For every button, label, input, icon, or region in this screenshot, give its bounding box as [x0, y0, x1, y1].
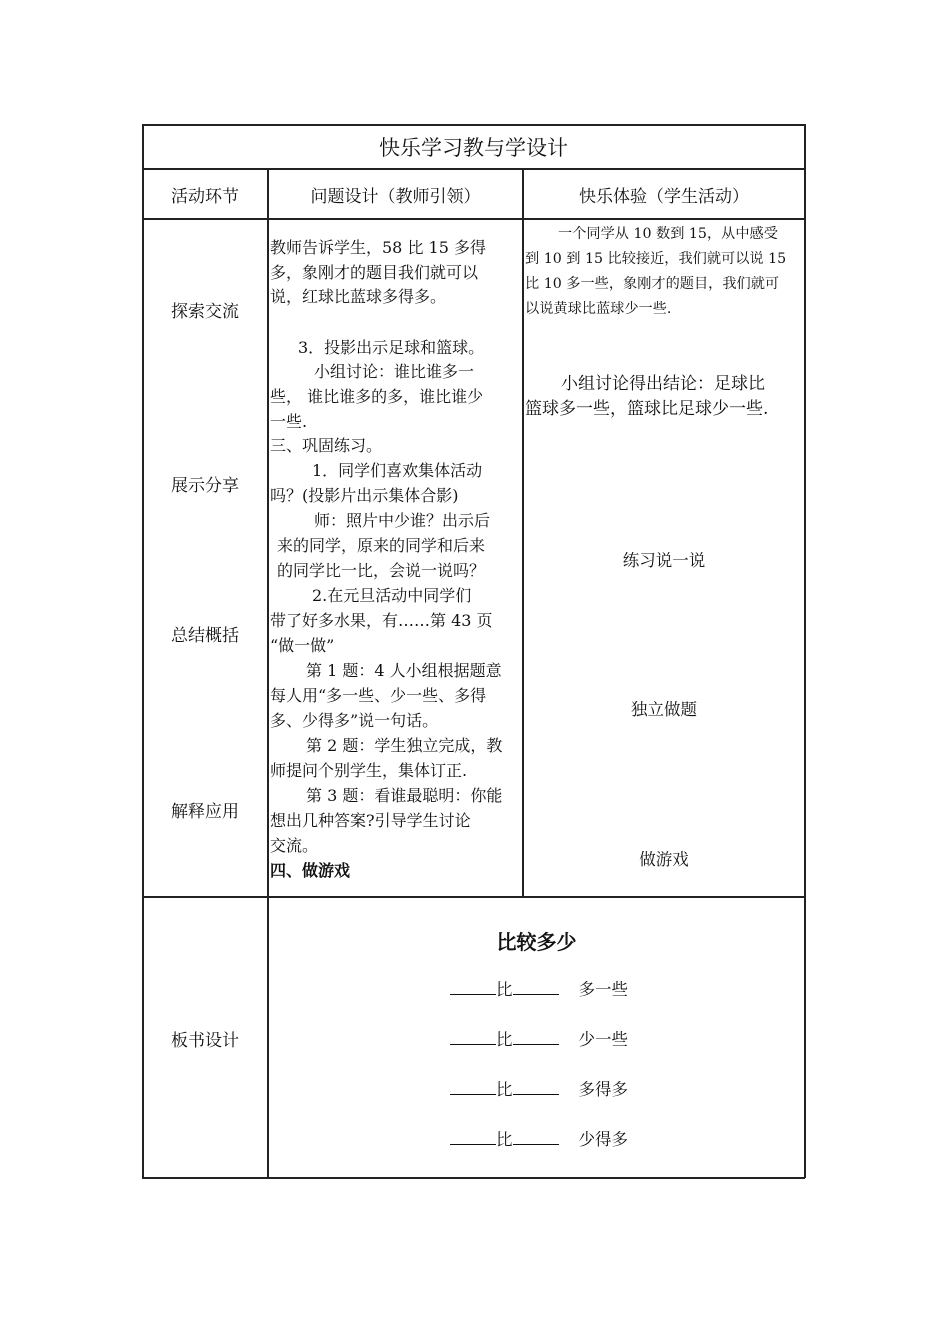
stage-explore: 探索交流 — [171, 302, 239, 322]
fill-blank — [450, 980, 496, 995]
teacher-line: 的同学比一比，会说一说吗？ — [277, 561, 486, 580]
board-item-more-some — [450, 976, 628, 1000]
teacher-line: 1．同学们喜欢集体活动 — [312, 461, 483, 480]
stage-apply: 解释应用 — [171, 802, 239, 822]
stage-share: 展示分享 — [171, 476, 239, 496]
board-item-much-less — [450, 1126, 628, 1150]
teacher-line: 第 3 题：看谁最聪明：你能 — [306, 786, 503, 805]
teacher-line: 第 1 题：4 人小组根据题意 — [306, 661, 502, 680]
teacher-line: 多、少得多”说一句话。 — [270, 711, 439, 730]
teacher-line: 小组讨论：谁比谁多一 — [314, 362, 475, 381]
teacher-line: 每人用“多一些、少一些、多得 — [270, 686, 487, 705]
comparison-phrase: 多得多 — [578, 1080, 628, 1099]
header-question-design: 问题设计（教师引领） — [310, 187, 481, 207]
student-line: 以说黄球比蓝球少一些. — [525, 301, 672, 317]
teacher-line: 交流。 — [270, 836, 319, 855]
comparison-phrase: 少得多 — [578, 1130, 628, 1149]
table-border-left — [142, 124, 144, 1178]
compare-word: 比 — [496, 1130, 513, 1149]
teacher-line: 多，象刚才的题目我们就可以 — [270, 263, 479, 282]
table-title: 快乐学习教与学设计 — [379, 136, 568, 160]
teacher-line: 吗？(投影片出示集体合影) — [270, 486, 459, 505]
teacher-line: 2.在元旦活动中同学们 — [312, 586, 472, 605]
row-divider-header — [142, 218, 805, 220]
table-border-right — [804, 124, 806, 1178]
fill-blank — [513, 1130, 559, 1145]
student-line: 到 10 到 15 比较接近，我们就可以说 15 — [525, 251, 787, 267]
student-group-line: 篮球多一些，篮球比足球少一些. — [525, 399, 769, 419]
col-divider-2 — [522, 168, 524, 897]
student-activity-independent: 独立做题 — [631, 700, 697, 719]
fill-blank — [513, 980, 559, 995]
fill-blank — [450, 1030, 496, 1045]
teacher-line: 第 2 题：学生独立完成，教 — [306, 736, 503, 755]
teacher-line: “做一做” — [270, 636, 335, 655]
row-divider-title — [142, 168, 805, 170]
student-line: 比 10 多一些，象刚才的题目，我们就可 — [525, 276, 780, 292]
comparison-phrase: 少一些 — [578, 1030, 628, 1049]
fill-blank — [450, 1130, 496, 1145]
fill-blank — [513, 1080, 559, 1095]
teacher-line: 说，红球比蓝球多得多。 — [270, 287, 447, 306]
teacher-line: 一些. — [270, 412, 308, 431]
board-item-less-some — [450, 1026, 628, 1050]
teacher-line-game-heading: 四、做游戏 — [270, 861, 351, 880]
student-line: 一个同学从 10 数到 15，从中感受 — [558, 226, 778, 242]
header-activity-stage: 活动环节 — [171, 187, 239, 207]
teacher-line: 来的同学，原来的同学和后来 — [277, 536, 486, 555]
teacher-line: 些， 谁比谁多的多，谁比谁少 — [270, 387, 484, 406]
teacher-line: 师：照片中少谁？出示后 — [314, 511, 491, 530]
board-title: 比较多少 — [496, 930, 577, 954]
teacher-line: 师提问个别学生，集体订正. — [270, 761, 468, 780]
compare-word: 比 — [496, 980, 513, 999]
fill-blank — [513, 1030, 559, 1045]
fill-blank — [450, 1080, 496, 1095]
teacher-line: 3．投影出示足球和篮球。 — [298, 338, 485, 357]
student-activity-practice: 练习说一说 — [622, 551, 706, 570]
compare-word: 比 — [496, 1080, 513, 1099]
comparison-phrase: 多一些 — [578, 980, 628, 999]
header-happy-experience: 快乐体验（学生活动） — [579, 187, 749, 207]
student-group-line: 小组讨论得出结论：足球比 — [561, 374, 765, 394]
row-divider-board — [142, 896, 805, 898]
board-design-label: 板书设计 — [171, 1031, 239, 1051]
teacher-line: 三、巩固练习。 — [270, 436, 383, 455]
board-item-much-more — [450, 1076, 628, 1100]
stage-summarize: 总结概括 — [171, 626, 239, 646]
table-border-bottom — [142, 1177, 805, 1179]
teacher-line: 教师告诉学生，58 比 15 多得 — [270, 238, 486, 257]
teacher-line: 带了好多水果，有……第 43 页 — [270, 611, 493, 630]
student-activity-game: 做游戏 — [639, 850, 689, 869]
table-border-top — [142, 124, 805, 126]
teacher-line: 想出几种答案?引导学生讨论 — [270, 811, 471, 830]
compare-word: 比 — [496, 1030, 513, 1049]
